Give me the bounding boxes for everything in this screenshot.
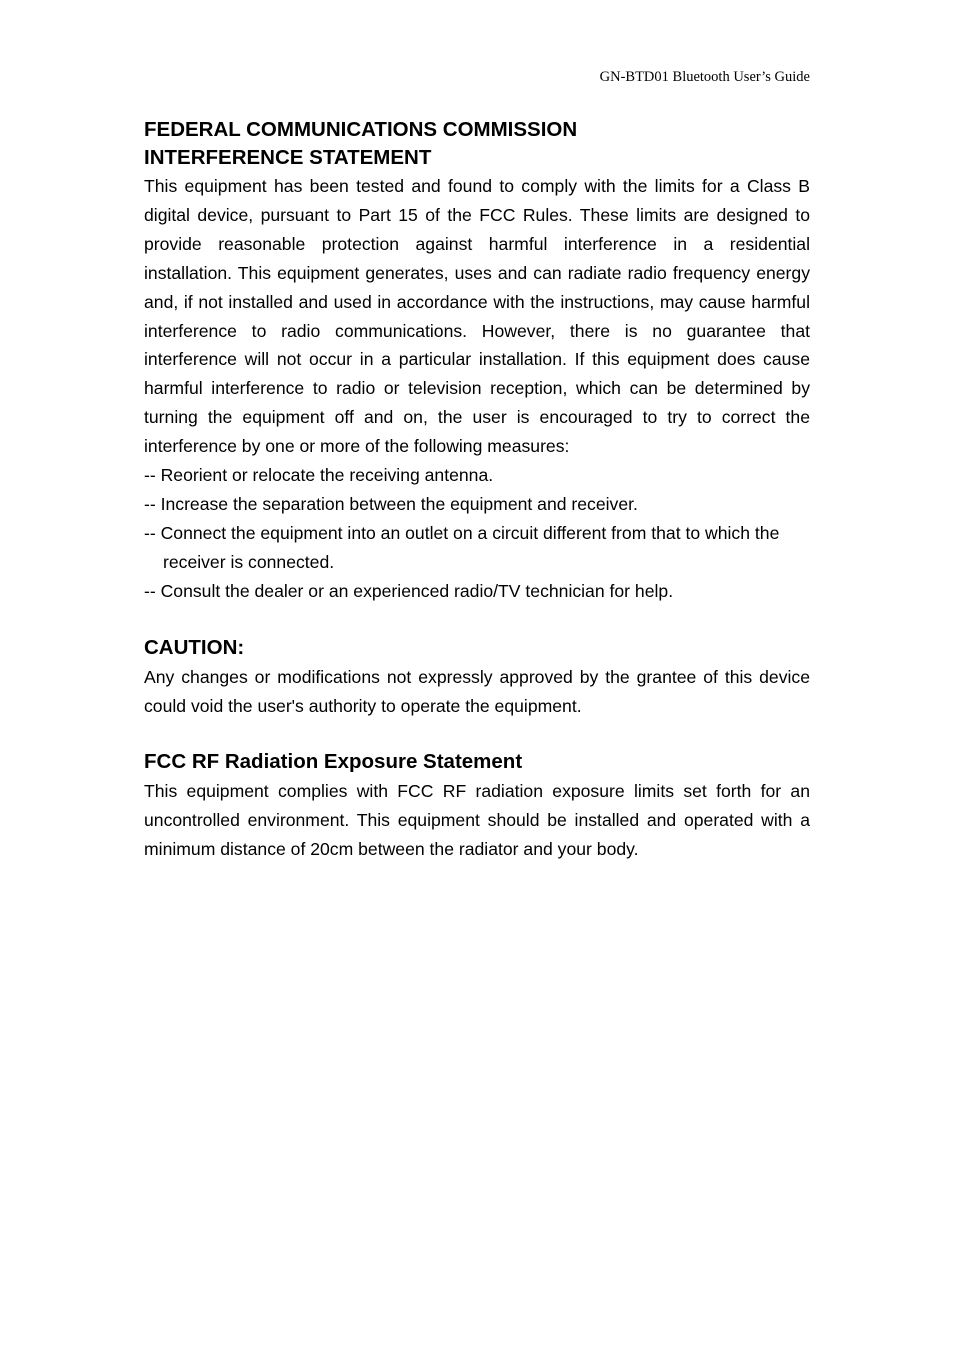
fcc-body-paragraph: This equipment has been tested and found to comply with the limits for a Class B digital device, pursuant to Part 15 of the FCC Rules. These limits are designed to provide reasonable protection against harmful interference in a residential installation. This equipment generates, uses and can radiate radio frequency energy and, if not installed and used in accordance with the instructions, may cause harmful interference to radio communications. However, there is no guarantee that interference will not occur in a particular installation. If this equipment does cause harmful interference to radio or television reception, which can be determined by turning the equipment off and on, the user is encouraged to try to correct the interference by one or more of the following measures: — [144, 176, 810, 457]
fcc-heading-line1: FEDERAL COMMUNICATIONS COMMISSION — [144, 118, 578, 141]
document-body — [144, 116, 810, 864]
caution-section — [144, 633, 810, 721]
fcc-heading — [144, 116, 810, 172]
measure-item: -- Consult the dealer or an experienced radio/TV technician for help. — [144, 580, 674, 601]
measures-list — [144, 461, 810, 606]
section-spacer — [144, 720, 810, 747]
caution-heading: CAUTION: — [144, 635, 245, 659]
measure-item: -- Reorient or relocate the receiving antenna. — [144, 465, 494, 486]
rf-exposure-section — [144, 747, 810, 864]
measure-item: -- Increase the separation between the equipment and receiver. — [144, 493, 638, 514]
measure-item: -- Connect the equipment into an outlet on a circuit different from that to which the receiver is connected. — [144, 522, 780, 572]
fcc-heading-line2: INTERFERENCE STATEMENT — [144, 146, 432, 169]
caution-body-paragraph: Any changes or modifications not expressly approved by the grantee of this device could void the user's authority to operate the equipment. — [144, 666, 810, 716]
fcc-interference-section — [144, 116, 810, 606]
rf-exposure-body-paragraph: This equipment complies with FCC RF radiation exposure limits set forth for an uncontrolled environment. This equipment should be installed and operated with a minimum distance of 20cm between the radiator and your body. — [144, 781, 810, 860]
section-spacer — [144, 606, 810, 633]
rf-exposure-heading: FCC RF Radiation Exposure Statement — [144, 750, 523, 774]
running-header: GN-BTD01 Bluetooth User’s Guide — [599, 69, 810, 85]
